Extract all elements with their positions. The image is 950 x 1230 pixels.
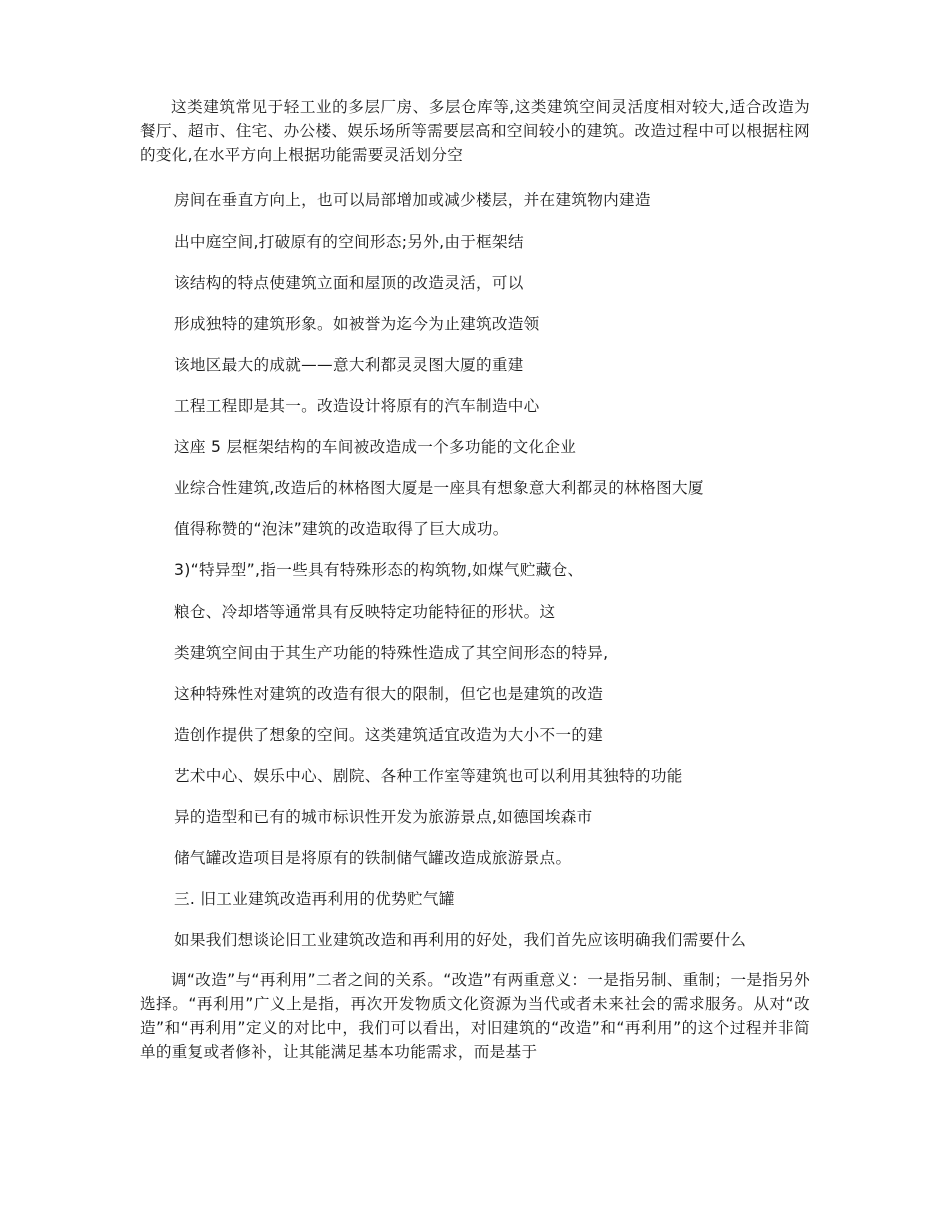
section-heading: 三. 旧工业建筑改造再利用的优势贮气罐 [174,890,455,908]
paragraph-definition: 调“改造”与“再利用”二者之间的关系。“改造”有两重意义：一是指另制、重制；一是指另外选择。“再利用”广义上是指，再次开发物质文化资源为当代或者未来社会的需求服务。从对“改造”和“再利用”定义的对比中，我们可以看出，对旧建筑的“改造”和“再利用”的这个过程并非简单的重复或者修补，让其能满足基本功能需求，而是基于 [140,971,810,1061]
text-line: 粮仓、冷却塔等通常具有反映特定功能特征的形状。这 [174,603,556,621]
text-line: 如果我们想谈论旧工业建筑改造和再利用的好处，我们首先应该明确我们需要什么 [174,931,747,949]
text-line: 该结构的特点使建筑立面和屋顶的改造灵活，可以 [174,274,524,292]
text-line: 该地区最大的成就——意大利都灵灵图大厦的重建 [174,356,524,374]
text-line: 类建筑空间由于其生产功能的特殊性造成了其空间形态的特异, [174,644,609,662]
text-line: 3)“特异型”,指一些具有特殊形态的构筑物,如煤气贮藏仓、 [174,561,584,579]
text-line: 艺术中心、娱乐中心、剧院、各种工作室等建筑也可以利用其独特的功能 [174,767,683,785]
text-line: 造创作提供了想象的空间。这类建筑适宜改造为大小不一的建 [174,726,604,744]
text-line: 房间在垂直方向上，也可以局部增加或减少楼层，并在建筑物内建造 [174,191,651,209]
text-line: 这种特殊性对建筑的改造有很大的限制，但它也是建筑的改造 [174,685,604,703]
text-line: 形成独特的建筑形象。如被誉为迄今为止建筑改造领 [174,315,540,333]
text-line: 这座 5 层框架结构的车间被改造成一个多功能的文化企业 [174,438,577,456]
paragraph-intro: 这类建筑常见于轻工业的多层厂房、多层仓库等,这类建筑空间灵活度相对较大,适合改造为餐厅、超市、住宅、办公楼、娱乐场所等需要层高和空间较小的建筑。改造过程中可以根据柱网的变化,在水平方向上根据功能需要灵活划分空 [140,98,810,164]
text-line: 储气罐改造项目是将原有的铁制储气罐改造成旅游景点。 [174,849,572,867]
text-line: 业综合性建筑,改造后的林格图大厦是一座具有想象意大利都灵的林格图大厦 [174,479,704,497]
text-line: 异的造型和已有的城市标识性开发为旅游景点,如德国埃森市 [174,808,593,826]
text-line: 值得称赞的“泡沫”建筑的改造取得了巨大成功。 [174,520,509,538]
text-line: 工程工程即是其一。改造设计将原有的汽车制造中心 [174,397,540,415]
text-line: 出中庭空间,打破原有的空间形态;另外,由于框架结 [174,233,524,251]
